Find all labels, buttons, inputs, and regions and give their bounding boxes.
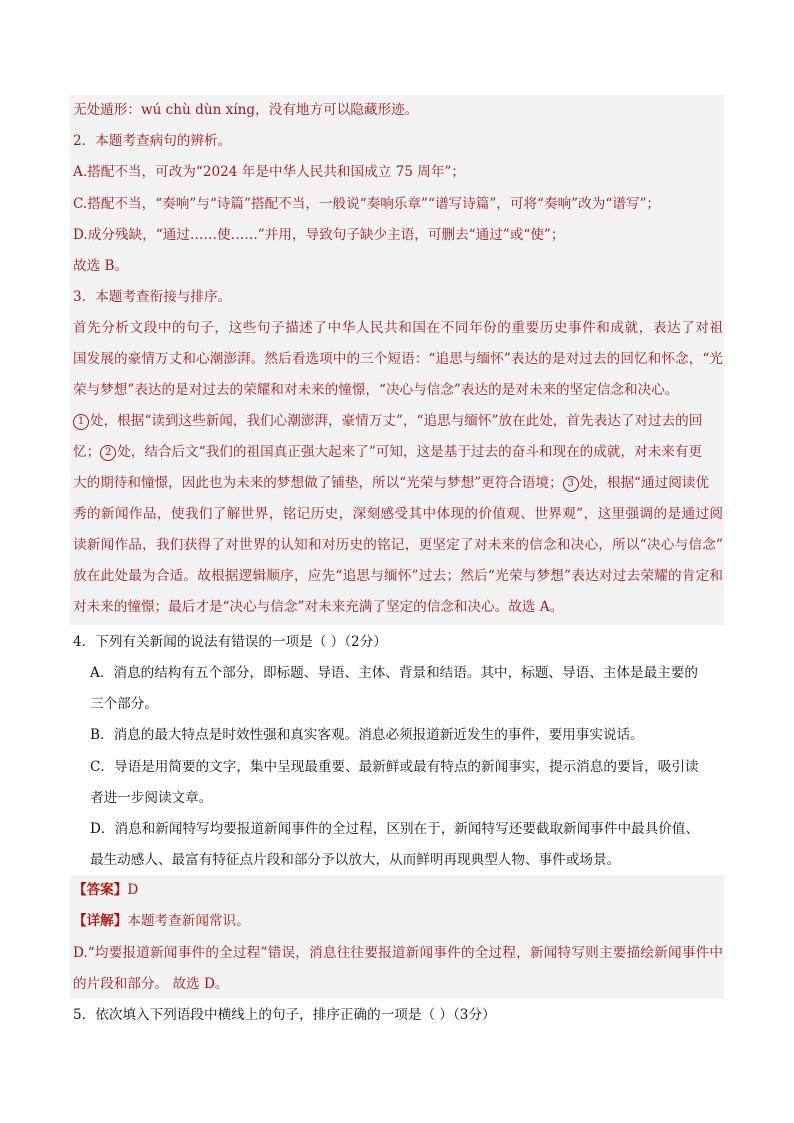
detail-tag: 【详解】 [73,913,128,929]
explanation-text: 处，根据“读到这些新闻，我们心潮澎湃，豪情万丈”，“追思与缅怀”放在此处，首先表达了对过去的回 [90,413,703,429]
explanation-line: 3．本题考查衔接与排序。 [73,289,232,305]
explanation-line: D.“均要报道新闻事件的全过程”错误，消息往往要报道新闻事件的全过程，新闻特写则主要描绘新闻事件中 [73,945,723,961]
option-d-continued: 最生动感人、最富有特征点片段和部分予以放大，从而鲜明再现典型人物、事件或场景。 [90,852,621,868]
explanation-line: 2．本题考查病句的辨析。 [73,133,232,149]
option-b: B．消息的最大特点是时效性强和真实客观。消息必须报道新近发生的事件，要用事实说话。 [90,727,644,743]
detail-text: 本题考查新闻常识。 [127,913,250,929]
circled-number-1: 1 [73,414,89,430]
explanation-line: D.成分残缺，“通过……使……”并用，导致句子缺少主语，可删去“通过”或“使”； [73,227,565,243]
explanation-line: 的片段和部分。 故选 D。 [73,976,229,992]
explanation-line: 故选 B。 [73,258,129,274]
detail-line [73,911,250,931]
explanation-line: 秀的新闻作品，使我们了解世界，铭记历史，深刻感受其中体现的价值观、世界观”，这里强调的是通过阅 [73,506,723,522]
answer-value: D [127,882,139,898]
question-5-stem: 5．依次填入下列语段中横线上的句子，排序正确的一项是（ ）（3分） [73,1007,496,1023]
circled-number-3: 3 [563,476,579,492]
option-a-continued: 三个部分。 [90,696,158,712]
explanation-text: 处，根据“通过阅读优 [579,475,709,491]
circled-number-2: 2 [100,445,116,461]
option-c-continued: 者进一步阅读文章。 [90,790,213,806]
explanation-text: 处，结合后文“我们的祖国真正强大起来了”可知，这是基于过去的奋斗和现在的成就，对未来有更 [117,444,703,460]
explanation-line: 对未来的憧憬；最后才是“决心与信念”对未来充满了坚定的信念和决心。故选 A。 [73,599,564,615]
explanation-line: 无处遁形：wú chù dùn xíng，没有地方可以隐藏形迹。 [73,102,419,118]
explanation-line: C.搭配不当，“奏响”与“诗篇”搭配不当，一般说“奏响乐章”“谱写诗篇”，可将“奏响”改为“谱写”； [73,196,661,212]
option-a: A．消息的结构有五个部分，即标题、导语、主体、背景和结语。其中，标题、导语、主体是最主要的 [90,665,698,681]
explanation-text: 大的期待和憧憬，因此也为未来的梦想做了铺垫，所以“光荣与梦想”更符合语境； [73,475,563,491]
explanation-line: A.搭配不当，可改为“2024 年是中华人民共和国成立 75 周年”； [73,164,465,180]
explanation-line: 国发展的豪情万丈和心潮澎湃。然后看选项中的三个短语：“追思与缅怀”表达的是对过去的回忆和怀念，“光 [73,351,723,367]
answer-tag: 【答案】 [73,882,128,898]
answer-line [73,880,138,900]
explanation-line [73,473,709,493]
explanation-line [73,411,702,431]
explanation-text: 忆； [73,444,101,460]
question-4-stem: 4．下列有关新闻的说法有错误的一项是（ ）（2分） [73,634,387,650]
explanation-line [73,442,702,462]
option-d: D．消息和新闻特写均要报道新闻事件的全过程，区别在于，新闻特写还要截取新闻事件中最具价值、 [90,821,700,837]
option-c: C．导语是用简要的文字，集中呈现最重要、最新鲜或最有特点的新闻事实，提示消息的要旨，吸引读 [90,759,699,775]
explanation-line: 放在此处最为合适。故根据逻辑顺序，应先“追思与缅怀”过去；然后“光荣与梦想”表达对过去荣耀的肯定和 [73,568,723,584]
explanation-line: 首先分析文段中的句子，这些句子描述了中华人民共和国在不同年份的重要历史事件和成就，表达了对祖 [73,320,723,336]
explanation-line: 读新闻作品，我们获得了对世界的认知和对历史的铭记，更坚定了对未来的信念和决心，所以“决心与信念” [73,537,723,553]
explanation-line: 荣与梦想”表达的是对过去的荣耀和对未来的憧憬，“决心与信念”表达的是对未来的坚定信念和决心。 [73,382,679,398]
